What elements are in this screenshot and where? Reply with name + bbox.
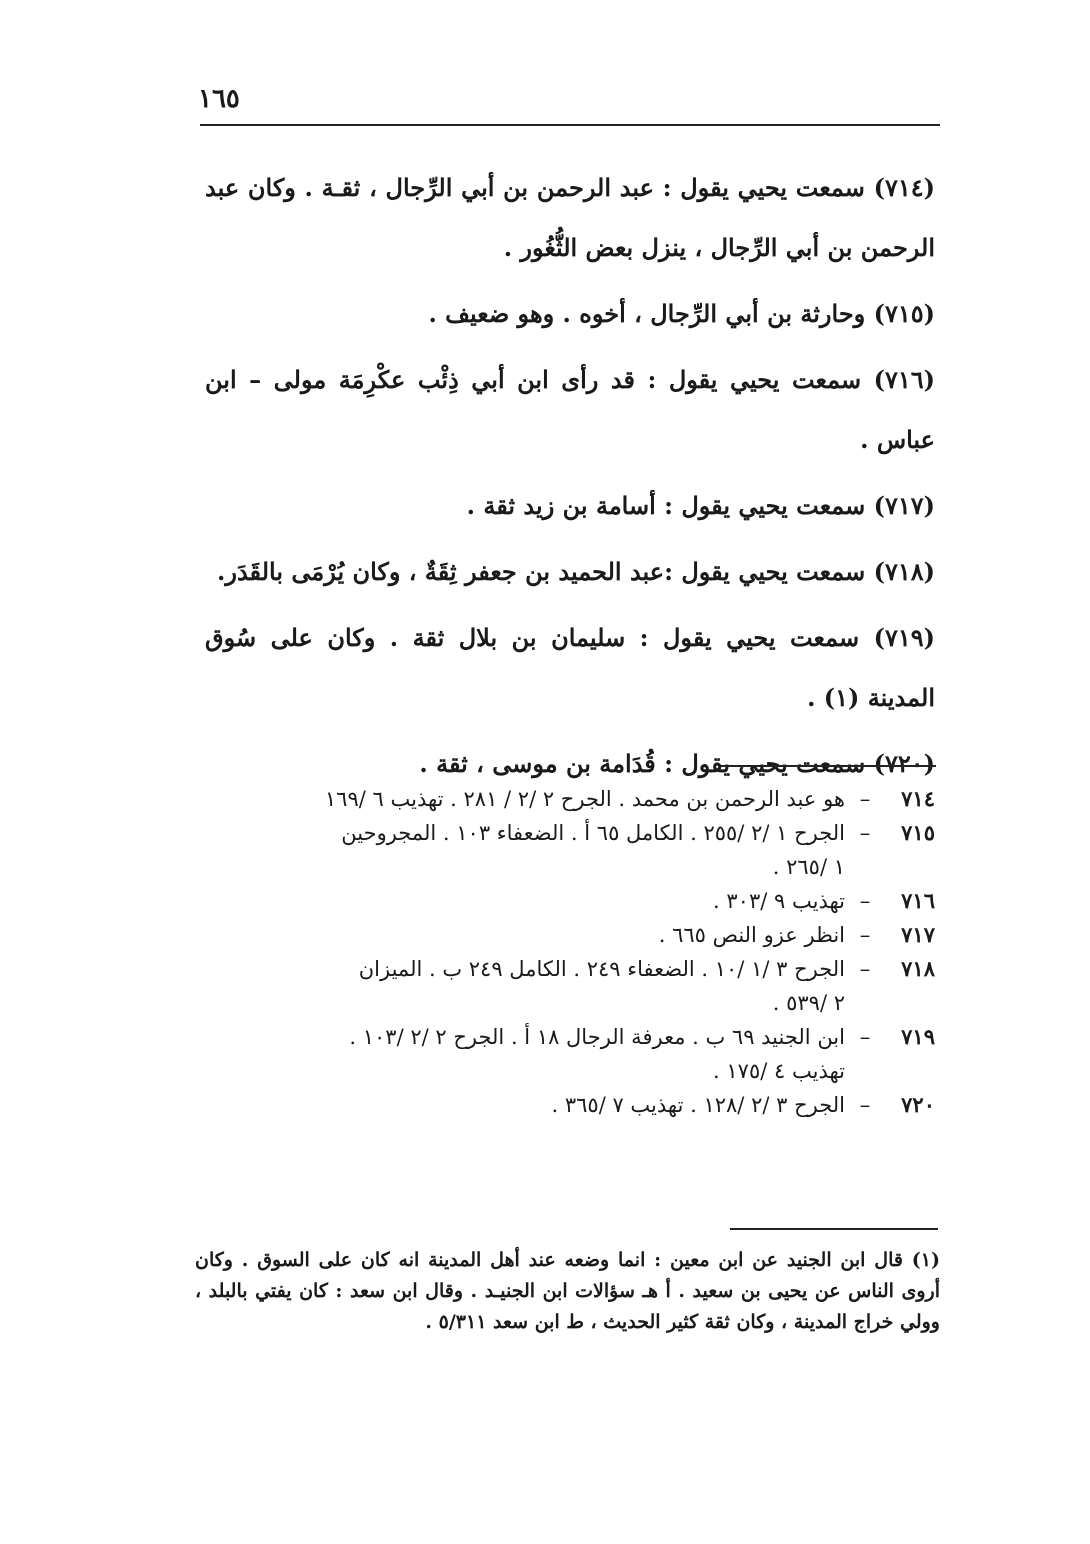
note-dash: – (859, 1093, 871, 1117)
note-dash: – (859, 787, 871, 811)
entry-text: سمعت يحيي يقول : قد رأى ابن أبي ذِئْب عكْرِمَة مولى – ابن عباس . (205, 365, 935, 454)
note-dash: – (859, 923, 871, 947)
entry-text: سمعت يحيي يقول : أسامة بن زيد ثقة . (466, 491, 866, 520)
note-719 (205, 1020, 935, 1088)
note-text: الجرح ٣ /١ /١٠ . الضعفاء ٢٤٩ . الكامل ٢٤٩ ب . الميزان (358, 957, 845, 981)
entry-number: (٧٢٠) (873, 749, 935, 778)
entry-719 (205, 608, 935, 728)
note-text-block (205, 1020, 845, 1088)
note-number: ٧١٧ (901, 922, 935, 947)
note-text: ابن الجنيد ٦٩ ب . معرفة الرجال ١٨ أ . الجرح ٢ /٢ /١٠٣ . (349, 1025, 845, 1049)
note-720 (205, 1088, 935, 1122)
footnote-rule (730, 1228, 938, 1230)
note-dash: – (859, 1025, 871, 1049)
entry-718 (205, 542, 935, 602)
note-number: ٧٢٠ (901, 1092, 935, 1117)
note-717 (205, 918, 935, 952)
note-text-block (205, 816, 845, 884)
footnote: (١) قال ابن الجنيد عن ابن معين : انما وضعه عند أهل المدينة انه كان على السوق . وكان أروى الناس عن يحيى بن سعيد . أ هـ سؤالات ابن الجنيـد . وقال ابن سعد : كان يفتي بالبلد ، وولي خراج المدينة ، وكان ثقة كثير الحديث ، ط ابن سعد ٥/٣١١ . (195, 1249, 941, 1333)
entry-text: وحارثة بن أبي الرِّجال ، أخوه . وهو ضعيف . (428, 299, 866, 328)
entry-text: سمعت يحيي يقول :عبد الحميد بن جعفر ثِقَةٌ ، وكان يُرْمَى بالقَدَر. (217, 557, 866, 586)
entry-number: (٧١٨) (873, 557, 935, 586)
entry-number: (٧١٧) (873, 491, 935, 520)
entry-text: سمعت يحيي يقول : سليمان بن بلال ثقة . وكان على سُوق المدينة (١) . (205, 623, 935, 712)
note-number: ٧١٨ (901, 956, 935, 981)
entry-number: (٧١٦) (873, 365, 935, 394)
note-dash: – (859, 889, 871, 913)
note-text-continued: ٢ /٥٣٩ . (772, 991, 845, 1015)
note-number: ٧١٤ (901, 786, 935, 811)
note-text-block (205, 952, 845, 1020)
note-number: ٧١٦ (901, 888, 935, 913)
page-number: ١٦٥ (198, 84, 240, 114)
note-text: هو عبد الرحمن بن محمد . الجرح ٢ /٢ / ٢٨١ . تهذيب ٦ /١٦٩ (324, 787, 845, 811)
note-number: ٧١٥ (901, 820, 935, 845)
note-716 (205, 884, 935, 918)
entry-717 (205, 476, 935, 536)
note-text: انظر عزو النص ٦٦٥ . (658, 923, 845, 947)
header-rule (200, 124, 940, 126)
note-text-continued: ١ /٢٦٥ . (772, 855, 845, 879)
note-dash: – (859, 821, 871, 845)
note-dash: – (859, 957, 871, 981)
entry-text: سمعت يحيي يقول : عبد الرحمن بن أبي الرِّجال ، ثقـة . وكان عبد الرحمن بن أبي الرِّجال ، ينزل بعض الثُّغُور . (205, 173, 935, 262)
entry-714 (205, 158, 935, 278)
entry-716 (205, 350, 935, 470)
entry-number: (٧١٤) (873, 173, 936, 202)
note-text: الجرح ٣ /٢ /١٢٨ . تهذيب ٧ /٣٦٥ . (551, 1093, 845, 1117)
entry-number: (٧١٩) (873, 623, 935, 652)
notes-rule (720, 765, 936, 767)
note-number: ٧١٩ (901, 1024, 935, 1049)
narration-entries (205, 158, 935, 800)
note-text-continued: تهذيب ٤ /١٧٥ . (713, 1059, 845, 1083)
note-text: تهذيب ٩ /٣٠٣ . (713, 889, 845, 913)
note-text: الجرح ١ /٢ /٢٥٥ . الكامل ٦٥ أ . الضعفاء ١٠٣ . المجروحين (341, 821, 845, 845)
entry-text: سمعت يحيي يقول : قُدَامة بن موسى ، ثقة . (419, 749, 866, 778)
note-718 (205, 952, 935, 1020)
source-notes (205, 782, 935, 1122)
entry-715 (205, 284, 935, 344)
note-715 (205, 816, 935, 884)
entry-number: (٧١٥) (873, 299, 935, 328)
note-714 (205, 782, 935, 816)
